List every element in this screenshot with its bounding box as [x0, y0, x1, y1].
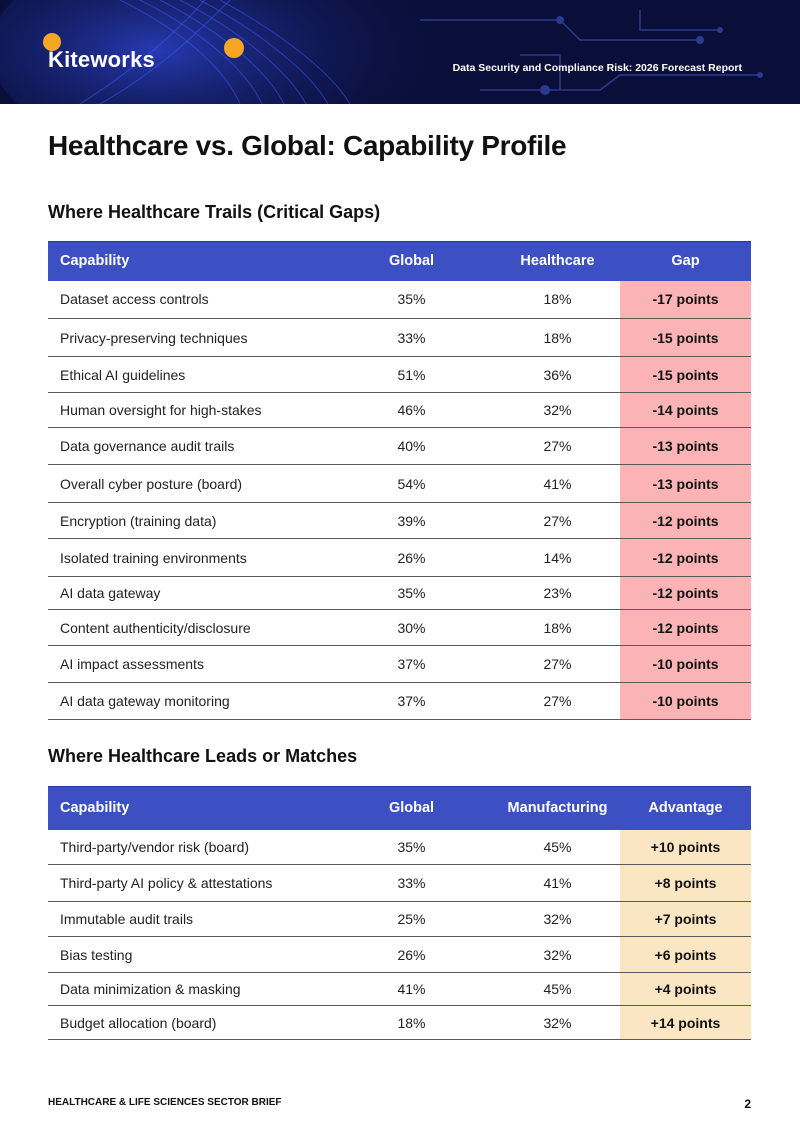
advantage-cell: +7 points	[620, 902, 751, 937]
table-row	[48, 610, 751, 646]
advantage-cell: +8 points	[620, 865, 751, 902]
table-row	[48, 465, 751, 503]
leads-header-row	[48, 787, 751, 830]
healthcare-cell: 27%	[495, 503, 620, 539]
capability-cell: Ethical AI guidelines	[48, 357, 328, 393]
global-cell: 26%	[328, 937, 495, 973]
gap-cell: -12 points	[620, 539, 751, 577]
manufacturing-cell: 41%	[495, 865, 620, 902]
global-cell: 18%	[328, 1006, 495, 1040]
table-row	[48, 973, 751, 1006]
capability-cell: Bias testing	[48, 937, 328, 973]
footer-brief-label: HEALTHCARE & LIFE SCIENCES SECTOR BRIEF	[48, 1097, 282, 1108]
healthcare-cell: 27%	[495, 683, 620, 720]
table-row	[48, 646, 751, 683]
column-header-global: Global	[328, 787, 495, 830]
healthcare-cell: 18%	[495, 610, 620, 646]
column-header-gap: Gap	[620, 242, 751, 281]
capability-cell: Dataset access controls	[48, 281, 328, 319]
table-row	[48, 830, 751, 865]
global-cell: 54%	[328, 465, 495, 503]
column-header-capability: Capability	[48, 242, 328, 281]
global-cell: 46%	[328, 393, 495, 428]
gap-cell: -12 points	[620, 503, 751, 539]
capability-cell: Content authenticity/disclosure	[48, 610, 328, 646]
global-cell: 30%	[328, 610, 495, 646]
global-cell: 33%	[328, 865, 495, 902]
healthcare-cell: 41%	[495, 465, 620, 503]
table-row	[48, 1006, 751, 1040]
gap-cell: -10 points	[620, 683, 751, 720]
capability-cell: Data governance audit trails	[48, 428, 328, 465]
table-row	[48, 393, 751, 428]
global-cell: 41%	[328, 973, 495, 1006]
gap-cell: -15 points	[620, 357, 751, 393]
healthcare-cell: 14%	[495, 539, 620, 577]
gap-cell: -10 points	[620, 646, 751, 683]
manufacturing-cell: 45%	[495, 973, 620, 1006]
column-header-healthcare: Healthcare	[495, 242, 620, 281]
manufacturing-cell: 32%	[495, 937, 620, 973]
healthcare-cell: 27%	[495, 646, 620, 683]
column-header-capability: Capability	[48, 787, 328, 830]
table-row	[48, 902, 751, 937]
capability-cell: Third-party AI policy & attestations	[48, 865, 328, 902]
global-cell: 33%	[328, 319, 495, 357]
global-cell: 26%	[328, 539, 495, 577]
advantage-cell: +4 points	[620, 973, 751, 1006]
gap-cell: -15 points	[620, 319, 751, 357]
leads-heading: Where Healthcare Leads or Matches	[48, 746, 358, 766]
capability-cell: Budget allocation (board)	[48, 1006, 328, 1040]
advantage-cell: +14 points	[620, 1006, 751, 1040]
capability-cell: Immutable audit trails	[48, 902, 328, 937]
table-row	[48, 503, 751, 539]
capability-cell: AI data gateway monitoring	[48, 683, 328, 720]
capability-cell: AI data gateway	[48, 577, 328, 610]
header-banner	[0, 0, 800, 104]
table-row	[48, 865, 751, 902]
leads-table	[48, 786, 751, 1040]
capability-cell: Overall cyber posture (board)	[48, 465, 328, 503]
table-row	[48, 428, 751, 465]
capability-cell: Third-party/vendor risk (board)	[48, 830, 328, 865]
gap-cell: -13 points	[620, 428, 751, 465]
trails-header-row	[48, 242, 751, 281]
advantage-cell: +10 points	[620, 830, 751, 865]
capability-cell: AI impact assessments	[48, 646, 328, 683]
healthcare-cell: 27%	[495, 428, 620, 465]
global-cell: 37%	[328, 683, 495, 720]
gap-cell: -12 points	[620, 610, 751, 646]
page-title: Healthcare vs. Global: Capability Profile	[48, 130, 567, 161]
report-title: Data Security and Compliance Risk: 2026 Forecast Report	[452, 62, 742, 74]
gap-cell: -14 points	[620, 393, 751, 428]
healthcare-cell: 23%	[495, 577, 620, 610]
gap-cell: -17 points	[620, 281, 751, 319]
column-header-global: Global	[328, 242, 495, 281]
capability-cell: Encryption (training data)	[48, 503, 328, 539]
global-cell: 51%	[328, 357, 495, 393]
global-cell: 37%	[328, 646, 495, 683]
manufacturing-cell: 32%	[495, 902, 620, 937]
column-header-manufacturing: Manufacturing	[495, 787, 620, 830]
table-row	[48, 577, 751, 610]
advantage-cell: +6 points	[620, 937, 751, 973]
kiteworks-logo: Kiteworks	[48, 47, 155, 72]
capability-cell: Human oversight for high-stakes	[48, 393, 328, 428]
global-cell: 35%	[328, 830, 495, 865]
global-cell: 39%	[328, 503, 495, 539]
global-cell: 35%	[328, 577, 495, 610]
trails-table	[48, 241, 751, 720]
global-cell: 35%	[328, 281, 495, 319]
manufacturing-cell: 32%	[495, 1006, 620, 1040]
manufacturing-cell: 45%	[495, 830, 620, 865]
healthcare-cell: 18%	[495, 319, 620, 357]
table-row	[48, 937, 751, 973]
healthcare-cell: 32%	[495, 393, 620, 428]
table-row	[48, 319, 751, 357]
gap-cell: -12 points	[620, 577, 751, 610]
healthcare-cell: 18%	[495, 281, 620, 319]
gap-cell: -13 points	[620, 465, 751, 503]
table-row	[48, 539, 751, 577]
capability-cell: Data minimization & masking	[48, 973, 328, 1006]
trails-heading: Where Healthcare Trails (Critical Gaps)	[48, 202, 381, 222]
global-cell: 40%	[328, 428, 495, 465]
healthcare-cell: 36%	[495, 357, 620, 393]
table-row	[48, 357, 751, 393]
table-row	[48, 683, 751, 720]
column-header-advantage: Advantage	[620, 787, 751, 830]
capability-cell: Privacy-preserving techniques	[48, 319, 328, 357]
page-number: 2	[744, 1097, 751, 1111]
table-row	[48, 281, 751, 319]
global-cell: 25%	[328, 902, 495, 937]
capability-cell: Isolated training environments	[48, 539, 328, 577]
